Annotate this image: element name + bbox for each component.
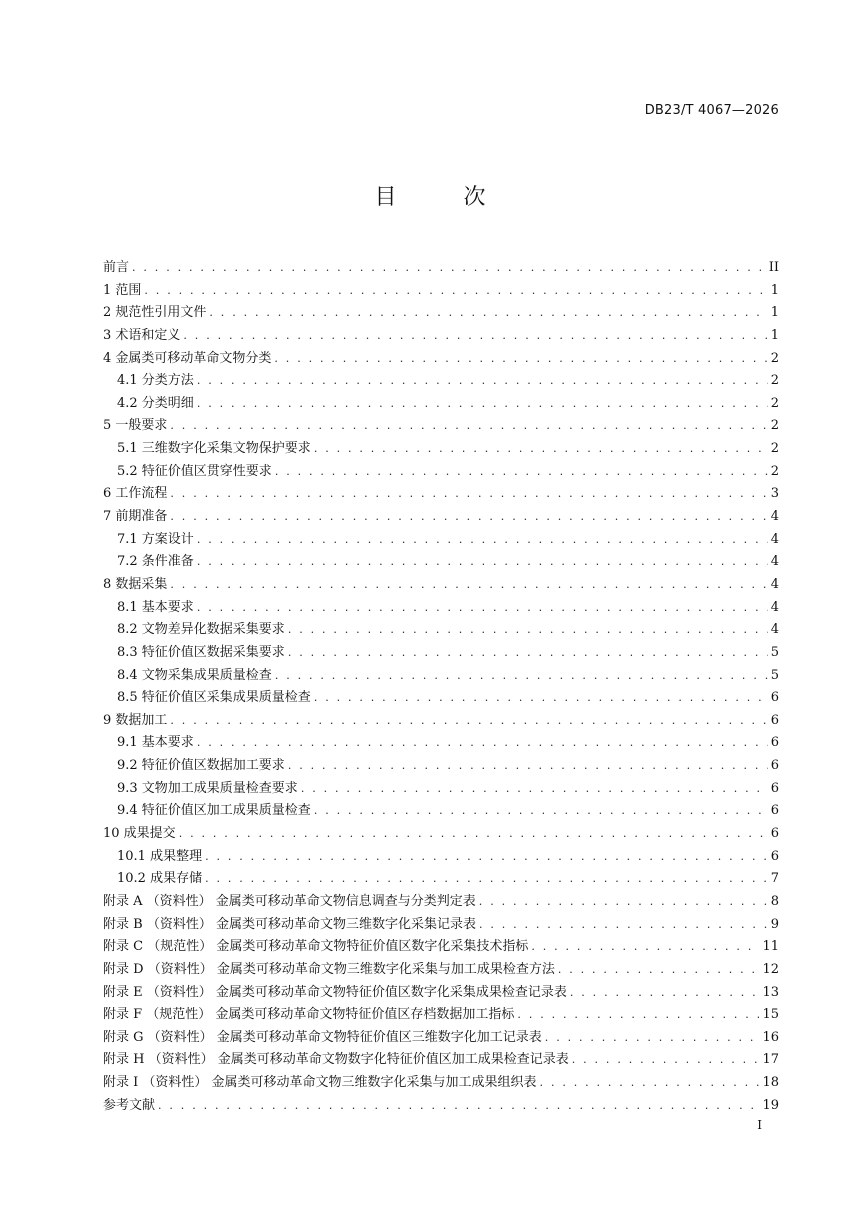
- toc-entry-page: 4: [770, 554, 779, 570]
- toc-entry-label: 4.1 分类方法: [117, 373, 194, 389]
- toc-leader-dots: [197, 555, 768, 568]
- toc-entry-label: 附录 B （资料性） 金属类可移动革命文物三维数字化采集记录表: [103, 916, 476, 932]
- toc-entry-label: 9.4 特征价值区加工成果质量检查: [117, 803, 311, 819]
- toc-entry-page: 6: [770, 712, 779, 728]
- toc-leader-dots: [517, 1008, 759, 1021]
- page-title: 目 次: [374, 185, 516, 210]
- toc-entry[interactable]: [103, 1003, 779, 1026]
- toc-entry-page: 12: [762, 961, 779, 977]
- toc-leader-dots: [205, 850, 768, 863]
- toc-entry[interactable]: [103, 935, 779, 958]
- toc-entry[interactable]: [103, 867, 779, 890]
- toc-entry-page: 7: [770, 871, 779, 887]
- table-of-contents: [103, 256, 779, 1116]
- toc-leader-dots: [197, 533, 768, 546]
- toc-entry-label: 1 范围: [103, 282, 142, 298]
- toc-entry-page: II: [768, 260, 779, 275]
- toc-leader-dots: [275, 669, 768, 682]
- toc-leader-dots: [170, 578, 767, 591]
- toc-entry[interactable]: [103, 822, 779, 845]
- toc-entry[interactable]: [103, 799, 779, 822]
- toc-entry-page: 18: [762, 1075, 779, 1091]
- toc-entry-label: 7 前期准备: [103, 509, 168, 525]
- toc-entry[interactable]: [103, 1071, 779, 1094]
- toc-entry-page: 17: [762, 1052, 779, 1068]
- page-number: I: [757, 1118, 762, 1132]
- toc-entry[interactable]: [103, 347, 779, 370]
- toc-leader-dots: [205, 872, 768, 885]
- toc-entry-label: 5.1 三维数字化采集文物保护要求: [117, 441, 311, 457]
- toc-entry-page: 2: [770, 463, 779, 479]
- toc-entry-page: 11: [762, 939, 779, 955]
- toc-entry-label: 2 规范性引用文件: [103, 305, 207, 321]
- toc-entry[interactable]: [103, 279, 779, 302]
- toc-entry-label: 附录 D （资料性） 金属类可移动革命文物三维数字化采集与加工成果检查方法: [103, 961, 555, 977]
- toc-entry-label: 8.1 基本要求: [117, 599, 194, 615]
- toc-entry-label: 参考文献: [103, 1097, 156, 1113]
- toc-leader-dots: [479, 895, 768, 908]
- toc-entry[interactable]: [103, 392, 779, 415]
- toc-entry-label: 附录 G （资料性） 金属类可移动革命文物特征价值区三维数字化加工记录表: [103, 1029, 542, 1045]
- toc-entry[interactable]: [103, 709, 779, 732]
- toc-entry[interactable]: [103, 913, 779, 936]
- toc-leader-dots: [558, 963, 760, 976]
- toc-leader-dots: [314, 804, 768, 817]
- toc-leader-dots: [314, 442, 768, 455]
- toc-entry-page: 15: [762, 1007, 779, 1023]
- toc-entry-label: 附录 H （资料性） 金属类可移动革命文物数字化特征价值区加工成果检查记录表: [103, 1052, 569, 1068]
- toc-entry[interactable]: [103, 460, 779, 483]
- toc-leader-dots: [545, 1031, 760, 1044]
- toc-entry-label: 5 一般要求: [103, 418, 168, 434]
- toc-entry[interactable]: [103, 754, 779, 777]
- toc-entry-label: 8.4 文物采集成果质量检查: [117, 667, 272, 683]
- toc-leader-dots: [197, 736, 768, 749]
- toc-entry-label: 10.1 成果整理: [117, 848, 203, 864]
- toc-entry-page: 6: [770, 803, 779, 819]
- toc-entry-page: 3: [770, 486, 779, 502]
- toc-entry-label: 6 工作流程: [103, 486, 168, 502]
- toc-entry-page: 1: [770, 305, 779, 321]
- toc-entry-label: 7.1 方案设计: [117, 531, 194, 547]
- toc-entry[interactable]: [103, 301, 779, 324]
- toc-leader-dots: [275, 465, 768, 478]
- toc-entry[interactable]: [103, 528, 779, 551]
- document-code: DB23/T 4067—2026: [644, 103, 779, 118]
- toc-leader-dots: [144, 284, 767, 297]
- toc-leader-dots: [531, 940, 759, 953]
- toc-entry[interactable]: [103, 777, 779, 800]
- toc-entry-page: 19: [762, 1097, 779, 1113]
- toc-entry-label: 10 成果提交: [103, 826, 176, 842]
- toc-leader-dots: [132, 261, 766, 274]
- toc-leader-dots: [301, 782, 768, 795]
- toc-leader-dots: [179, 827, 768, 840]
- toc-entry[interactable]: [103, 686, 779, 709]
- toc-entry-page: 2: [770, 418, 779, 434]
- toc-entry-label: 9.3 文物加工成果质量检查要求: [117, 780, 298, 796]
- toc-entry-label: 8.2 文物差异化数据采集要求: [117, 622, 285, 638]
- toc-entry[interactable]: [103, 981, 779, 1004]
- toc-entry-label: 附录 I （资料性） 金属类可移动革命文物三维数字化采集与加工成果组织表: [103, 1075, 537, 1091]
- toc-entry-page: 4: [770, 509, 779, 525]
- toc-entry-label: 附录 F （规范性） 金属类可移动革命文物特征价值区存档数据加工指标: [103, 1007, 515, 1023]
- toc-entry[interactable]: [103, 1048, 779, 1071]
- toc-entry-page: 8: [770, 893, 779, 909]
- toc-entry-label: 9.2 特征价值区数据加工要求: [117, 758, 285, 774]
- toc-entry-page: 9: [770, 916, 779, 932]
- toc-leader-dots: [170, 487, 767, 500]
- toc-entry-label: 7.2 条件准备: [117, 554, 194, 570]
- toc-entry-page: 4: [770, 599, 779, 615]
- toc-entry[interactable]: [103, 482, 779, 505]
- toc-entry[interactable]: [103, 845, 779, 868]
- toc-leader-dots: [170, 714, 767, 727]
- toc-entry-label: 8.3 特征价值区数据采集要求: [117, 644, 285, 660]
- toc-entry-label: 附录 E （资料性） 金属类可移动革命文物特征价值区数字化采集成果检查记录表: [103, 984, 567, 1000]
- toc-leader-dots: [197, 374, 768, 387]
- toc-leader-dots: [288, 646, 768, 659]
- toc-entry[interactable]: [103, 731, 779, 754]
- toc-entry-label: 前言: [103, 260, 130, 275]
- toc-leader-dots: [288, 759, 768, 772]
- toc-leader-dots: [170, 419, 767, 432]
- toc-entry-page: 5: [770, 644, 779, 660]
- toc-entry[interactable]: [103, 664, 779, 687]
- toc-leader-dots: [183, 329, 767, 342]
- toc-leader-dots: [274, 352, 767, 365]
- toc-entry[interactable]: [103, 324, 779, 347]
- toc-leader-dots: [479, 918, 768, 931]
- toc-entry[interactable]: [103, 1094, 779, 1117]
- toc-entry-page: 1: [770, 327, 779, 343]
- toc-entry-label: 9 数据加工: [103, 712, 168, 728]
- toc-entry-page: 6: [770, 780, 779, 796]
- toc-leader-dots: [209, 306, 767, 319]
- toc-entry-label: 3 术语和定义: [103, 327, 181, 343]
- toc-entry[interactable]: [103, 369, 779, 392]
- toc-entry-page: 6: [770, 690, 779, 706]
- toc-leader-dots: [197, 601, 768, 614]
- toc-leader-dots: [288, 623, 768, 636]
- toc-entry-page: 2: [770, 373, 779, 389]
- toc-leader-dots: [158, 1099, 759, 1112]
- toc-entry-label: 附录 A （资料性） 金属类可移动革命文物信息调查与分类判定表: [103, 893, 476, 909]
- toc-entry-label: 8.5 特征价值区采集成果质量检查: [117, 690, 311, 706]
- toc-entry-label: 4 金属类可移动革命文物分类: [103, 350, 272, 366]
- toc-entry[interactable]: [103, 1026, 779, 1049]
- toc-entry-label: 4.2 分类明细: [117, 395, 194, 411]
- toc-leader-dots: [572, 1053, 760, 1066]
- toc-entry-page: 6: [770, 826, 779, 842]
- toc-entry-page: 2: [770, 441, 779, 457]
- toc-entry-page: 13: [762, 984, 779, 1000]
- toc-entry-label: 8 数据采集: [103, 576, 168, 592]
- toc-entry[interactable]: [103, 958, 779, 981]
- toc-leader-dots: [170, 510, 767, 523]
- toc-leader-dots: [197, 397, 768, 410]
- toc-leader-dots: [570, 986, 760, 999]
- toc-entry-page: 4: [770, 531, 779, 547]
- toc-entry[interactable]: [103, 618, 779, 641]
- toc-entry[interactable]: [103, 437, 779, 460]
- toc-entry-page: 16: [762, 1029, 779, 1045]
- toc-entry-page: 6: [770, 735, 779, 751]
- toc-entry[interactable]: [103, 505, 779, 528]
- toc-leader-dots: [314, 691, 768, 704]
- toc-entry-label: 附录 C （规范性） 金属类可移动革命文物特征价值区数字化采集技术指标: [103, 939, 529, 955]
- toc-entry-page: 4: [770, 622, 779, 638]
- toc-entry-page: 2: [770, 350, 779, 366]
- toc-entry-page: 1: [770, 282, 779, 298]
- toc-entry-page: 5: [770, 667, 779, 683]
- toc-entry-page: 6: [770, 758, 779, 774]
- toc-entry-label: 10.2 成果存储: [117, 871, 203, 887]
- toc-entry-page: 2: [770, 395, 779, 411]
- toc-entry[interactable]: [103, 256, 779, 279]
- toc-entry-page: 6: [770, 848, 779, 864]
- toc-entry[interactable]: [103, 596, 779, 619]
- toc-entry[interactable]: [103, 573, 779, 596]
- toc-entry[interactable]: [103, 550, 779, 573]
- toc-entry-label: 9.1 基本要求: [117, 735, 194, 751]
- toc-entry[interactable]: [103, 641, 779, 664]
- toc-entry-page: 4: [770, 576, 779, 592]
- toc-entry[interactable]: [103, 414, 779, 437]
- toc-entry-label: 5.2 特征价值区贯穿性要求: [117, 463, 272, 479]
- toc-entry[interactable]: [103, 890, 779, 913]
- toc-leader-dots: [540, 1076, 760, 1089]
